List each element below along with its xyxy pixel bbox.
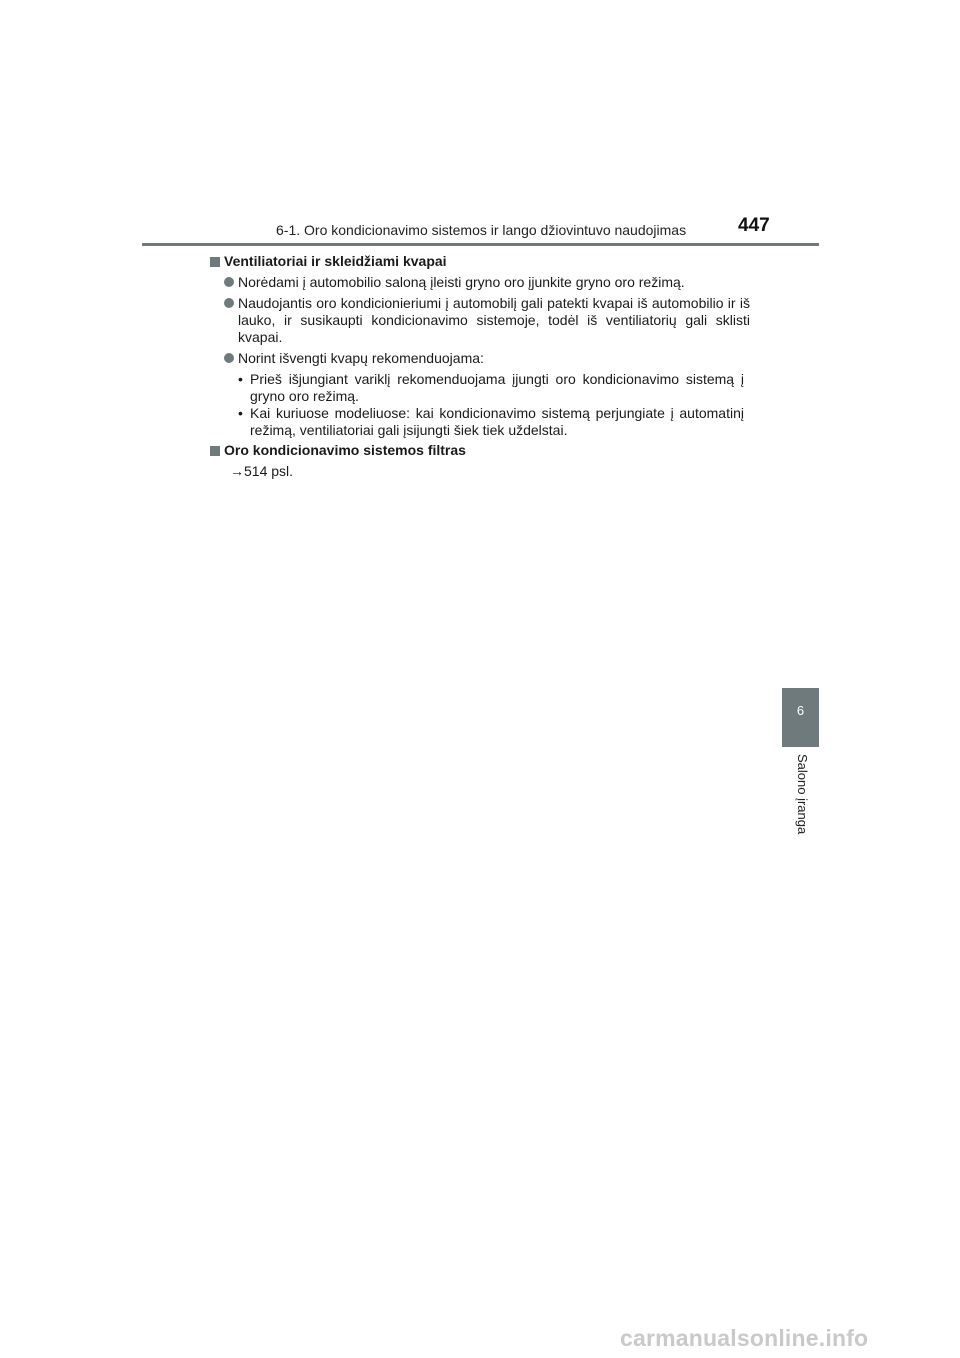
circle-bullet-icon <box>224 277 234 287</box>
chapter-tab: 6 <box>782 688 819 747</box>
section-heading-filtras <box>210 442 750 459</box>
bullet-dot-icon: • <box>238 405 243 421</box>
list-item-text: Naudojantis oro kondicionieriumi į automobilį gali patekti kvapai iš automobilio ir iš lauko, ir susikaupti kondicionavimo sistemoje, todėl iš ventiliatorių gali sklisti kvapai. <box>238 295 750 345</box>
list-item <box>224 295 750 346</box>
sub-list <box>234 371 744 439</box>
list-item <box>224 274 750 291</box>
bullet-dot-icon: • <box>238 371 243 387</box>
circle-bullet-icon <box>224 298 234 308</box>
section-heading-text: Ventiliatoriai ir skleidžiami kvapai <box>224 253 447 269</box>
page-number: 447 <box>738 215 770 236</box>
square-bullet-icon <box>210 257 220 267</box>
page-reference-link[interactable]: →514 psl. <box>230 463 294 479</box>
sub-list-item <box>234 405 744 439</box>
chapter-label: Salono įranga <box>795 754 810 835</box>
sub-list-item <box>234 371 744 405</box>
list-item-text: Norėdami į automobilio saloną įleisti gryno oro įjunkite gryno oro režimą. <box>238 274 685 290</box>
sub-list-item-text: Prieš išjungiant variklį rekomenduojama įjungti oro kondicionavimo sistemą į gryno oro režimą. <box>250 371 744 404</box>
circle-bullet-icon <box>224 353 234 363</box>
list-item-text: Norint išvengti kvapų rekomenduojama: <box>238 350 484 366</box>
header-rule <box>142 243 819 246</box>
sub-list-item-text: Kai kuriuose modeliuose: kai kondicionavimo sistemą perjungiate į automatinį režimą, ventiliatoriai gali įsijungti šiek tiek uždelstai. <box>250 405 744 438</box>
watermark: carmanualsonline.info <box>620 1325 869 1351</box>
list-item <box>224 350 750 367</box>
page-content <box>210 253 750 480</box>
square-bullet-icon <box>210 446 220 456</box>
section-heading-text: Oro kondicionavimo sistemos filtras <box>224 442 466 458</box>
section-heading-ventiliatoriai <box>210 253 750 270</box>
header-title: 6-1. Oro kondicionavimo sistemos ir lango džiovintuvo naudojimas <box>276 222 687 238</box>
